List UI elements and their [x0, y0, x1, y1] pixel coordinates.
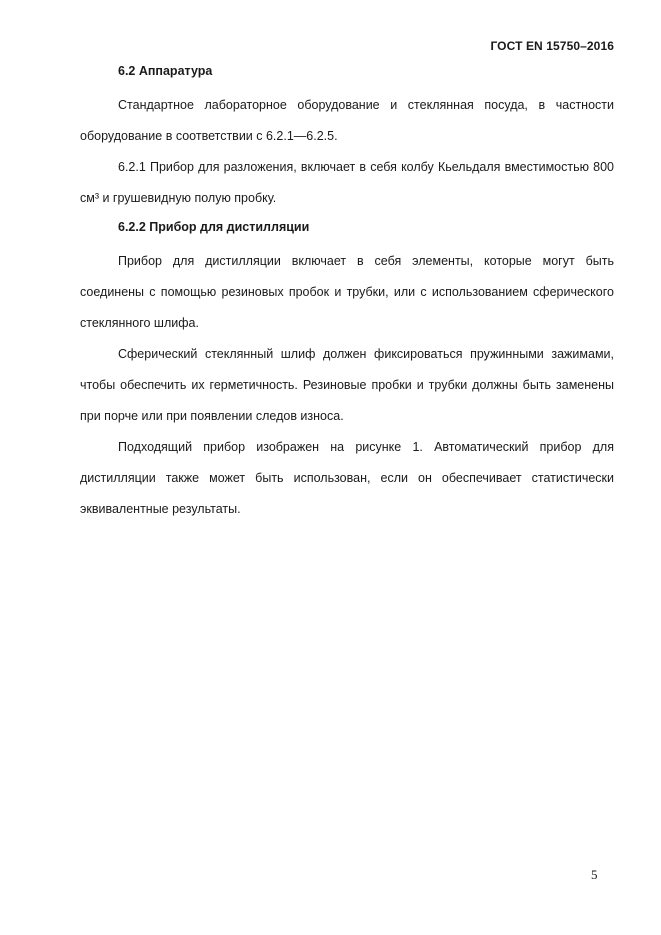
paragraph: 6.2.1 Прибор для разложения, включает в себя колбу Кьельдаля вместимостью 800 см³ и грушевидную полую пробку. [80, 160, 614, 205]
page-number: 5 [591, 867, 598, 882]
paragraph: Подходящий прибор изображен на рисунке 1. Автоматический прибор для дистилляции также может быть использован, если он обеспечивает статистически эквивалентные результаты. [80, 440, 614, 516]
paragraph: Сферический стеклянный шлиф должен фиксироваться пружинными зажимами, чтобы обеспечить их герметичность. Резиновые пробки и трубки должны быть заменены при порче или при появлении следов износа. [80, 347, 614, 423]
paragraph: Стандартное лабораторное оборудование и стеклянная посуда, в частности оборудование в соответствии с 6.2.1—6.2.5. [80, 98, 614, 143]
section-heading-6-2: 6.2 Аппаратура [118, 64, 213, 78]
paragraph: Прибор для дистилляции включает в себя элементы, которые могут быть соединены с помощью резиновых пробок и трубки, или с использованием сферического стеклянного шлифа. [80, 254, 614, 330]
page-content [80, 60, 614, 525]
section-heading-6-2-2: 6.2.2 Прибор для дистилляции [118, 220, 310, 234]
document-code: ГОСТ EN 15750–2016 [490, 39, 614, 53]
